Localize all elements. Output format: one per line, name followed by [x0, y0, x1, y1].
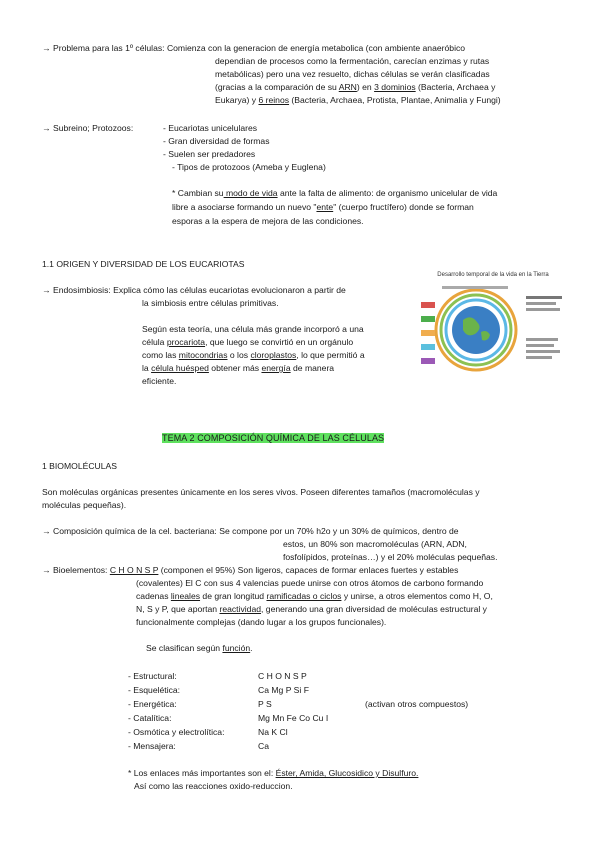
problema-label: → Problema para las 1º células:	[42, 43, 165, 53]
teoria-line-1: Según esta teoría, una célula más grande incorporó a una	[142, 324, 364, 334]
term-ente: ente	[316, 202, 334, 212]
bio-row-value: Ca Mg P Si F	[258, 685, 309, 695]
bioelementos-line-2: (covalentes) El C con sus 4 valencias puede unirse con otros átomos de carbono formando	[136, 578, 484, 588]
bio-row-value: C H O N S P	[258, 671, 307, 681]
bio-row-label: - Catalítica:	[128, 713, 172, 723]
term-enlaces: Éster, Amida, Glucosidico y Disulfuro.	[275, 768, 419, 778]
bio-row-value: Na K Cl	[258, 727, 288, 737]
term-modo-de-vida: modo de vida	[223, 188, 278, 198]
term-3-dominios: 3 dominios	[374, 82, 416, 92]
bio-row-value: Ca	[258, 741, 269, 751]
problema-line-5: Eukarya) y 6 reinos (Bacteria, Archaea, Protista, Plantae, Animalia y Fungi)	[215, 95, 501, 105]
term-reactividad: reactividad	[219, 604, 262, 614]
composicion-line-1: → Composición química de la cel. bacteriana: Se compone por un 70% h2o y un 30% de químicos, dentro de	[42, 526, 459, 536]
bio-row-label: - Energética:	[128, 699, 177, 709]
bioelementos-line-4: N, S y P, que aportan reactividad, generando una gran diversidad de moléculas estructural y	[136, 604, 487, 614]
biomoleculas-intro-2: moléculas pequeñas).	[42, 500, 127, 510]
earth-clock-diagram	[418, 282, 568, 372]
enlaces-line-2: Así como las reacciones oxido-reduccion.	[134, 781, 293, 791]
bio-row-label: - Mensajera:	[128, 741, 176, 751]
enlaces-line-1: * Los enlaces más importantes son el: Éster, Amida, Glucosidico y Disulfuro.	[128, 768, 419, 778]
protozoos-note-3: esporas a la espera de mejora de las condiciones.	[172, 216, 364, 226]
problema-line-4: (gracias a la comparación de su ARN) en 3 dominios (Bacteria, Archaea y	[215, 82, 496, 92]
term-ramificadas: ramificadas o ciclos	[266, 591, 342, 601]
endosimbiosis-line-2: la simbiosis entre células primitivas.	[142, 298, 279, 308]
term-arn: ARN	[338, 82, 357, 92]
timeline-of-life-figure	[418, 272, 568, 372]
bioelementos-line-1: → Bioelementos: C H O N S P (componen el 95%) Son ligeros, capaces de formar enlaces fuertes y estables	[42, 565, 459, 575]
section-heading-eucariotas: 1.1 ORIGEN Y DIVERSIDAD DE LOS EUCARIOTAS	[42, 259, 245, 269]
composicion-line-2: estos, un 80% son macromoléculas (ARN, ADN,	[283, 539, 467, 549]
teoria-line-3: como las mitocondrias o los cloroplastos, lo que permitió a	[142, 350, 365, 360]
term-funcion: función	[222, 643, 251, 653]
bio-row-value: Mg Mn Fe Co Cu I	[258, 713, 329, 723]
bio-row-value: P S	[258, 699, 272, 709]
problema-line-3: metabólicas) pero una vez resuelto, dichas células se verán clasificadas	[215, 69, 490, 79]
composicion-line-3: fosfolípidos, proteínas…) y el 20% moléculas pequeñas.	[283, 552, 498, 562]
subreino-item-3: - Suelen ser predadores	[163, 149, 256, 159]
bio-row-label: - Esquelética:	[128, 685, 181, 695]
term-energia: energía	[261, 363, 291, 373]
bioelementos-line-5: funcionalmente complejas (dando lugar a los grupos funcionales).	[136, 617, 387, 627]
teoria-line-4: la célula huésped obtener más energía de manera	[142, 363, 335, 373]
biomoleculas-intro-1: Son moléculas orgánicas presentes únicamente en los seres vivos. Poseen diferentes tamaños (macromoléculas y	[42, 487, 480, 497]
clasificacion-line: Se clasifican según función.	[146, 643, 253, 653]
bioelementos-line-3: cadenas lineales de gran longitud ramificadas o ciclos y unirse, a otros elementos como H, O,	[136, 591, 493, 601]
subreino-item-1: - Eucariotas unicelulares	[163, 123, 258, 133]
tema-title: TEMA 2 COMPOSICIÓN QUÍMICA DE LAS CÉLULAS	[162, 433, 385, 443]
protozoos-note-2: libre a asociarse formando un nuevo "ente" (cuerpo fructífero) donde se forman	[172, 202, 474, 212]
teoria-line-5: eficiente.	[142, 376, 177, 386]
term-celula-huesped: célula huésped	[151, 363, 209, 373]
teoria-line-2: célula procariota, que luego se convirtió en un orgánulo	[142, 337, 354, 347]
section-heading-biomoleculas: 1 BIOMOLÉCULAS	[42, 461, 117, 471]
term-mitocondrias: mitocondrias	[178, 350, 228, 360]
bio-row-label: - Osmótica y electrolítica:	[128, 727, 225, 737]
term-6-reinos: 6 reinos	[258, 95, 290, 105]
term-cloroplastos: cloroplastos	[250, 350, 297, 360]
protozoos-note-1: * Cambian su modo de vida ante la falta de alimento: de organismo unicelular de vida	[172, 188, 498, 198]
term-chonsp: C H O N S P	[109, 565, 159, 575]
term-lineales: lineales	[170, 591, 201, 601]
subreino-item-4: - Tipos de protozoos (Ameba y Euglena)	[172, 162, 326, 172]
problema-line-1: → Problema para las 1º células: Comienza con la generacion de energía metabolica (con ambiente anaeróbico	[42, 43, 466, 53]
endosimbiosis-line-1: → Endosimbiosis: Explica cómo las células eucariotas evolucionaron a partir de	[42, 285, 346, 295]
term-procariota: procariota	[166, 337, 206, 347]
problema-line-2: dependian de procesos como la fermentación, carecían enzimas y rutas	[215, 56, 490, 66]
subreino-item-2: - Gran diversidad de formas	[163, 136, 270, 146]
bio-row-label: - Estructural:	[128, 671, 177, 681]
bio-row-note: (activan otros compuestos)	[365, 699, 469, 709]
subreino-label: → Subreino; Protozoos:	[42, 123, 134, 133]
figure-caption: Desarrollo temporal de la vida en la Tierra	[437, 272, 549, 278]
